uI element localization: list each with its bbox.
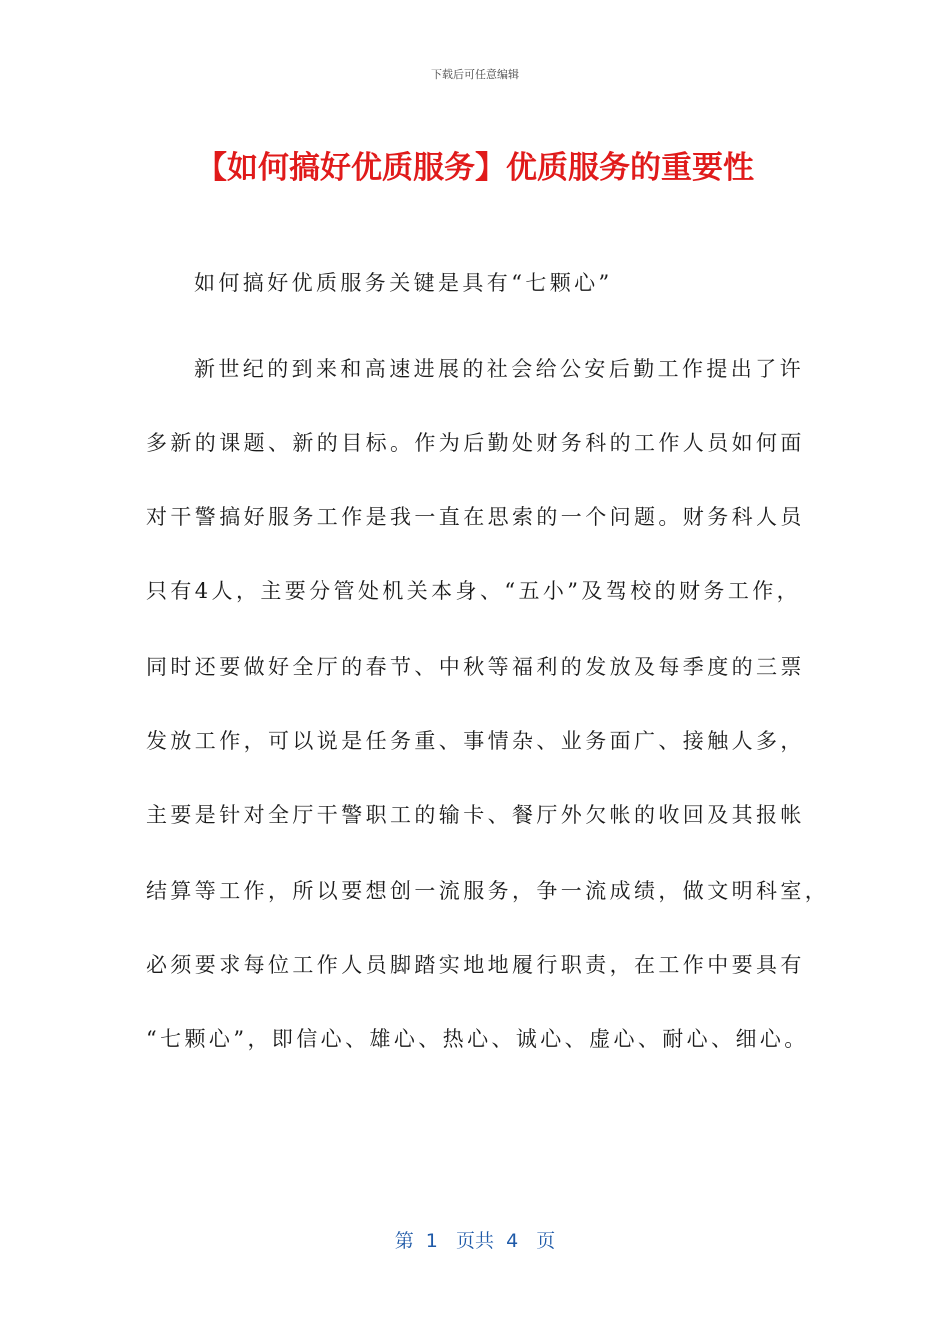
body-line-2: 多新的课题、新的目标。作为后勤处财务科的工作人员如何面 [146, 431, 805, 455]
body-line-8: 结算等工作，所以要想创一流服务，争一流成绩，做文明科室， [146, 879, 830, 903]
body-line-3: 对干警搞好服务工作是我一直在思索的一个问题。财务科人员 [146, 505, 805, 529]
document-body [146, 268, 830, 1068]
body-line-10: “七颗心”，即信心、雄心、热心、诚心、虚心、耐心、细心。 [146, 1027, 809, 1051]
body-line-6: 发放工作，可以说是任务重、事情杂、业务面广、接触人多， [146, 729, 805, 753]
body-line-7: 主要是针对全厅干警职工的输卡、餐厅外欠帐的收回及其报帐 [146, 803, 805, 827]
header-note: 下载后可任意编辑 [431, 68, 519, 81]
body-line-5: 同时还要做好全厅的春节、中秋等福利的发放及每季度的三票 [146, 655, 805, 679]
body-line-4: 只有4人，主要分管处机关本身、“五小”及驾校的财务工作， [146, 579, 802, 603]
body-line-9: 必须要求每位工作人员脚踏实地地履行职责，在工作中要具有 [146, 953, 805, 977]
page-footer: 第 1 页共 4 页 [394, 1230, 556, 1252]
body-line-1: 新世纪的到来和高速进展的社会给公安后勤工作提出了许 [194, 357, 804, 381]
intro-line: 如何搞好优质服务关键是具有“七颗心” [194, 271, 613, 295]
document-title: 【如何搞好优质服务】优质服务的重要性 [196, 150, 754, 186]
